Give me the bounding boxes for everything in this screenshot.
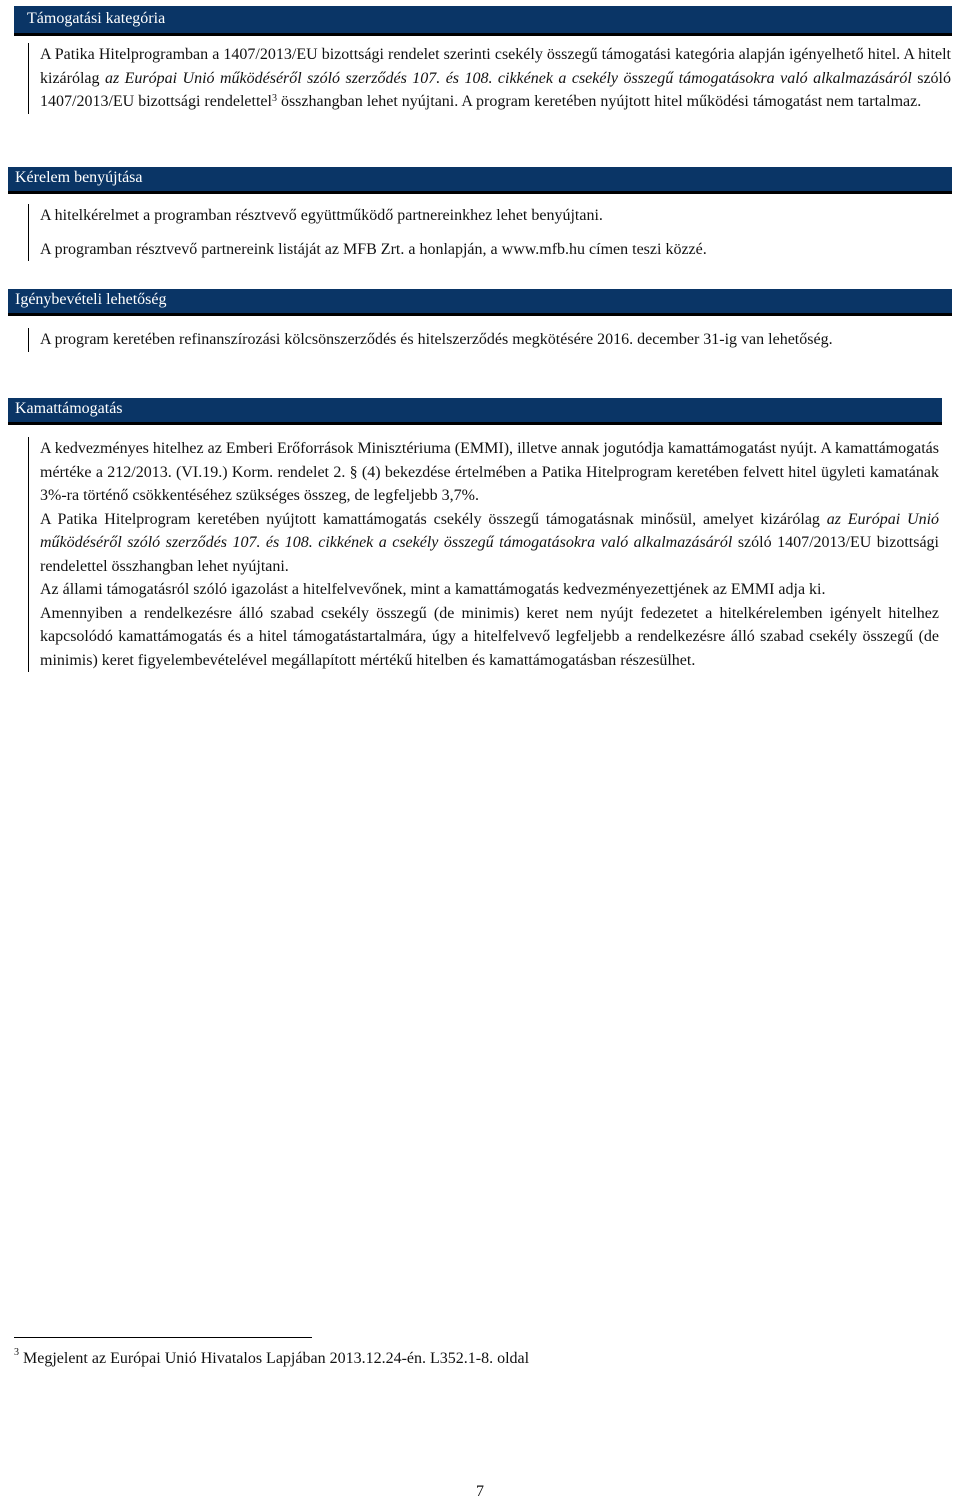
paragraph: Az állami támogatásról szóló igazolást a hitelfelvevőnek, mint a kamattámogatás kedvezményezettjének az EMMI adja ki. <box>40 581 826 598</box>
paragraph: A Patika Hitelprogramban a 1407/2013/EU bizottsági rendelet szerinti csekély összegű támogatási kategória alapján igényelhető hitel. A hitelt kizárólag az Európai Unió működéséről szóló szerződés 107. és 108. cikkének a csekély összegű támogatásokra való alkalmazásáról szóló 1407/2013/EU bizottsági rendelettel$^3$ összhangban lehet nyújtani. A program keretében nyújtott hitel működési támogatást nem tartalmaz. <box>40 46 951 110</box>
footnote-separator <box>14 1337 312 1338</box>
section-body-tamogatasi-kategoria <box>28 43 951 114</box>
paragraph: A program keretében refinanszírozási kölcsönszerződés és hitelszerződés megkötésére 2016. december 31-ig van lehetőség. <box>40 331 833 348</box>
footnote-reference: 3 <box>271 93 277 104</box>
section-body-kamattamogatas <box>28 437 939 672</box>
section-header-tamogatasi-kategoria <box>14 6 952 36</box>
paragraph: Amennyiben a rendelkezésre álló szabad csekély összegű (de minimis) keret nem nyújt fedezetet a hitelkérelemben igényelt hitelhez kapcsolódó kamattámogatás és a hitel támogatástartalmára, úgy a hitelfelvevő legfeljebb a rendelkezésre álló szabad csekély összegű (de minimis) keret figyelembevételével megállapított mértékű hitelben és kamattámogatásban részesülhet. <box>40 604 939 669</box>
section-body-igenybeveteli-lehetoseg <box>28 328 951 352</box>
footnote <box>14 1347 530 1368</box>
section-header-igenybeveteli-lehetoseg <box>8 289 952 316</box>
page-number: 7 <box>476 1483 484 1500</box>
section-body-kerelem-benyujtasa <box>28 204 951 261</box>
paragraph: A hitelkérelmet a programban résztvevő együttműködő partnereinkhez lehet benyújtani. <box>40 207 603 224</box>
section-title: Támogatási kategória <box>27 10 166 27</box>
section-header-kamattamogatas <box>8 398 942 425</box>
section-title: Kamattámogatás <box>15 400 123 417</box>
footnote-number: 3 <box>14 1347 19 1358</box>
section-title: Igénybevételi lehetőség <box>15 291 167 308</box>
section-header-kerelem-benyujtasa <box>8 167 952 194</box>
footnote-text: Megjelent az Európai Unió Hivatalos Lapjában 2013.12.24-én. L352.1-8. oldal <box>23 1350 530 1367</box>
paragraph: A programban résztvevő partnereink listáját az MFB Zrt. a honlapján, a www.mfb.hu címen teszi közzé. <box>40 240 707 258</box>
paragraph: A Patika Hitelprogram keretében nyújtott kamattámogatás csekély összegű támogatásnak minősül, amelyet kizárólag az Európai Unió működéséről szóló szerződés 107. és 108. cikkének a csekély összegű támogatásokra való alkalmazásáról szóló 1407/2013/EU bizottsági rendelettel összhangban lehet nyújtani. <box>40 510 940 575</box>
section-title: Kérelem benyújtása <box>15 169 143 186</box>
paragraph: A kedvezményes hitelhez az Emberi Erőforrások Minisztériuma (EMMI), illetve annak jogutódja kamattámogatást nyújt. A kamattámogatás mértéke a 212/2013. (VI.19.) Korm. rendelet 2. § (4) bekezdése értelmében a Patika Hitelprogram keretében felvett hitel ügyleti kamatának 3%-ra történő csökkentéséhez szükséges összeg, de legfeljebb 3,7%. <box>40 440 939 504</box>
